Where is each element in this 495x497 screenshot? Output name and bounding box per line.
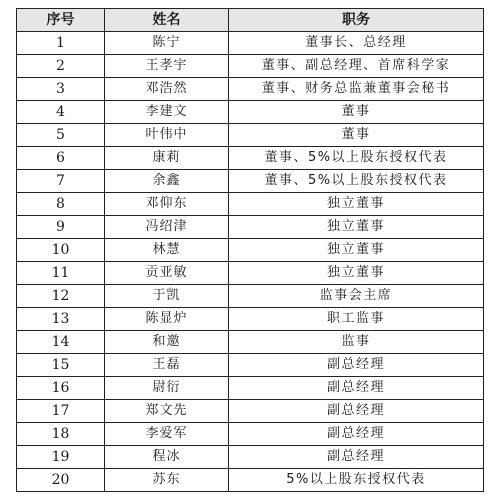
- row-position: 副总经理: [229, 377, 484, 400]
- table-row: [17, 78, 484, 101]
- row-name: 冯绍津: [105, 216, 229, 239]
- header-index: 序号: [17, 9, 105, 32]
- row-position: 董事、副总经理、首席科学家: [229, 55, 484, 78]
- row-name: 康莉: [105, 147, 229, 170]
- row-index: 4: [17, 101, 105, 124]
- row-position: 副总经理: [229, 354, 484, 377]
- row-position: 职工监事: [229, 308, 484, 331]
- table-row: [17, 147, 484, 170]
- row-position: 副总经理: [229, 400, 484, 423]
- row-index: 2: [17, 55, 105, 78]
- row-index: 13: [17, 308, 105, 331]
- row-index: 14: [17, 331, 105, 354]
- row-name: 贡亚敏: [105, 262, 229, 285]
- row-index: 7: [17, 170, 105, 193]
- row-name: 余鑫: [105, 170, 229, 193]
- table-row: [17, 285, 484, 308]
- row-name: 程冰: [105, 446, 229, 469]
- row-name: 郑文先: [105, 400, 229, 423]
- table-body: [17, 32, 484, 492]
- row-index: 10: [17, 239, 105, 262]
- table-row: [17, 32, 484, 55]
- row-position: 董事: [229, 124, 484, 147]
- table-row: [17, 239, 484, 262]
- row-name: 邓浩然: [105, 78, 229, 101]
- row-index: 9: [17, 216, 105, 239]
- row-name: 王孝宇: [105, 55, 229, 78]
- header-row: [17, 9, 484, 32]
- row-position: 董事、财务总监兼董事会秘书: [229, 78, 484, 101]
- table-row: [17, 170, 484, 193]
- row-position: 副总经理: [229, 423, 484, 446]
- row-name: 李建文: [105, 101, 229, 124]
- row-position: 董事、5%以上股东授权代表: [229, 147, 484, 170]
- row-name: 王磊: [105, 354, 229, 377]
- row-name: 李爱军: [105, 423, 229, 446]
- row-name: 林慧: [105, 239, 229, 262]
- table-row: [17, 216, 484, 239]
- table-header: [17, 9, 484, 32]
- header-name: 姓名: [105, 9, 229, 32]
- row-position: 董事长、总经理: [229, 32, 484, 55]
- table-row: [17, 308, 484, 331]
- row-index: 5: [17, 124, 105, 147]
- row-index: 1: [17, 32, 105, 55]
- row-index: 8: [17, 193, 105, 216]
- row-index: 19: [17, 446, 105, 469]
- table-row: [17, 377, 484, 400]
- table-row: [17, 354, 484, 377]
- row-name: 和邀: [105, 331, 229, 354]
- row-position: 独立董事: [229, 239, 484, 262]
- table-row: [17, 400, 484, 423]
- row-position: 独立董事: [229, 262, 484, 285]
- row-name: 陈显炉: [105, 308, 229, 331]
- row-index: 16: [17, 377, 105, 400]
- row-position: 5%以上股东授权代表: [229, 469, 484, 492]
- row-index: 11: [17, 262, 105, 285]
- row-name: 尉衍: [105, 377, 229, 400]
- row-position: 监事: [229, 331, 484, 354]
- row-index: 3: [17, 78, 105, 101]
- row-index: 12: [17, 285, 105, 308]
- row-position: 独立董事: [229, 216, 484, 239]
- table-row: [17, 124, 484, 147]
- header-position: 职务: [229, 9, 484, 32]
- row-position: 董事、5%以上股东授权代表: [229, 170, 484, 193]
- row-position: 独立董事: [229, 193, 484, 216]
- row-position: 董事: [229, 101, 484, 124]
- row-name: 苏东: [105, 469, 229, 492]
- row-position: 监事会主席: [229, 285, 484, 308]
- personnel-table: [16, 8, 484, 492]
- table-row: [17, 423, 484, 446]
- row-name: 叶伟中: [105, 124, 229, 147]
- table-row: [17, 331, 484, 354]
- row-index: 18: [17, 423, 105, 446]
- row-position: 副总经理: [229, 446, 484, 469]
- table-row: [17, 193, 484, 216]
- row-name: 陈宁: [105, 32, 229, 55]
- row-name: 于凯: [105, 285, 229, 308]
- row-index: 17: [17, 400, 105, 423]
- table-row: [17, 262, 484, 285]
- table-row: [17, 446, 484, 469]
- personnel-table-container: [16, 8, 483, 492]
- row-index: 15: [17, 354, 105, 377]
- row-name: 邓仰东: [105, 193, 229, 216]
- table-row: [17, 469, 484, 492]
- row-index: 20: [17, 469, 105, 492]
- table-row: [17, 55, 484, 78]
- row-index: 6: [17, 147, 105, 170]
- table-row: [17, 101, 484, 124]
